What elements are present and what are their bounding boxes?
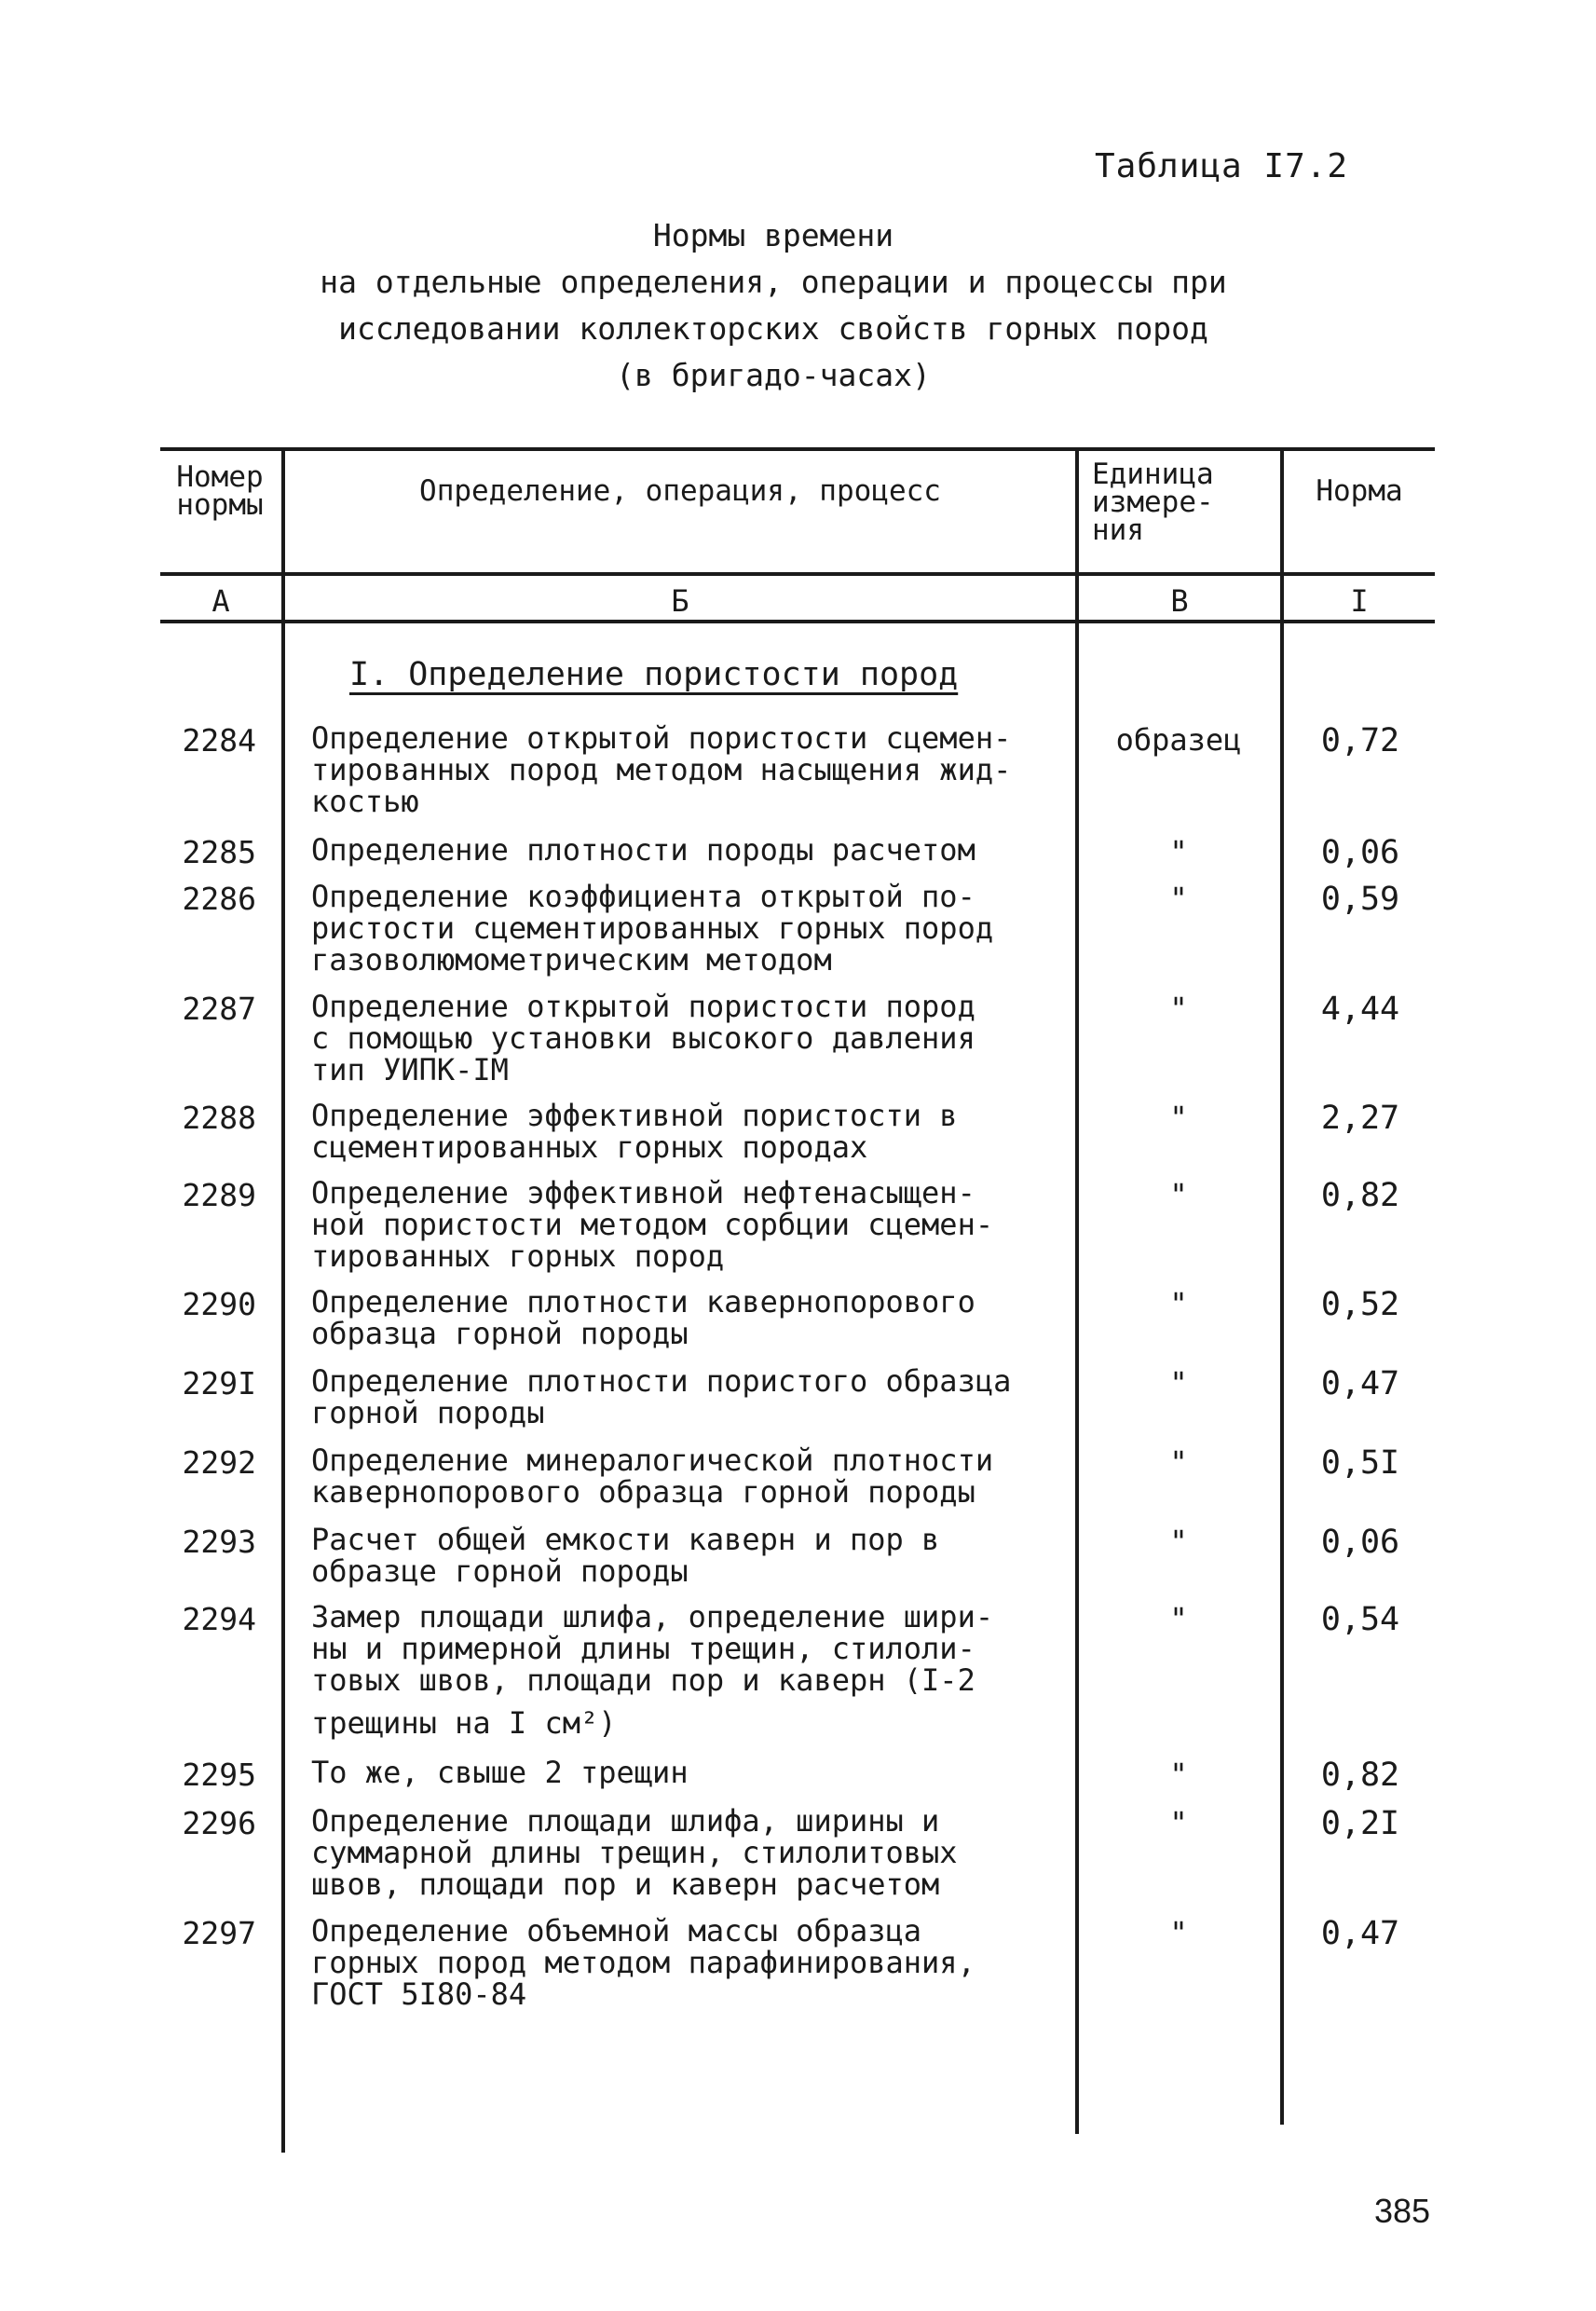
description-line: Определение эффективной пористости в bbox=[311, 1098, 958, 1133]
row-description bbox=[311, 1915, 1084, 2010]
row-description bbox=[311, 1286, 1084, 1349]
row-norm: 0,82 bbox=[1320, 1757, 1400, 1794]
row-unit: " bbox=[1169, 991, 1188, 1026]
row-norm: 0,06 bbox=[1320, 834, 1400, 871]
header-unit-line-2: измере- bbox=[1092, 485, 1214, 519]
title-line-1: Нормы времени bbox=[652, 217, 894, 253]
description-line: кавернопорового образца горной породы bbox=[311, 1474, 975, 1510]
row-description bbox=[311, 1757, 1084, 1788]
row-unit: " bbox=[1169, 881, 1188, 916]
row-norm: 4,44 bbox=[1320, 991, 1400, 1028]
row-norm: 0,82 bbox=[1320, 1177, 1400, 1214]
column-divider-1 bbox=[281, 451, 285, 2153]
column-letter-one: I bbox=[1350, 583, 1369, 619]
description-line: ны и примерной длины трещин, стилоли- bbox=[311, 1631, 975, 1666]
row-unit: " bbox=[1169, 1757, 1188, 1792]
row-number: 2294 bbox=[182, 1601, 256, 1637]
header-bottom-rule bbox=[160, 572, 1435, 576]
row-norm: 0,2I bbox=[1320, 1805, 1400, 1842]
description-line: ГОСТ 5I80-84 bbox=[311, 1976, 527, 2012]
row-description bbox=[311, 1177, 1084, 1272]
title-line-3: исследовании коллекторских свойств горных пород bbox=[338, 310, 1208, 347]
row-unit: " bbox=[1169, 1805, 1188, 1840]
description-line: То же, свыше 2 трещин bbox=[311, 1755, 689, 1790]
row-number: 2285 bbox=[182, 834, 256, 870]
description-line: Определение плотности кавернопорового bbox=[311, 1284, 975, 1320]
row-description bbox=[311, 881, 1084, 976]
description-line: тированных горных пород bbox=[311, 1238, 725, 1274]
row-unit: " bbox=[1169, 1177, 1188, 1212]
row-description bbox=[311, 834, 1084, 866]
row-description bbox=[311, 1524, 1084, 1587]
row-unit: " bbox=[1169, 1524, 1188, 1559]
row-number: 2287 bbox=[182, 991, 256, 1027]
row-number: 2290 bbox=[182, 1286, 256, 1322]
row-norm: 0,54 bbox=[1320, 1601, 1400, 1638]
row-description bbox=[311, 1805, 1084, 1900]
header-norm: Норма bbox=[1316, 474, 1403, 508]
description-line: Определение плотности породы расчетом bbox=[311, 832, 975, 868]
table-title bbox=[233, 212, 1314, 399]
description-line: Определение открытой пористости сцемен- bbox=[311, 720, 1012, 756]
description-line: газоволюмометрическим методом bbox=[311, 942, 832, 978]
row-norm: 0,47 bbox=[1320, 1365, 1400, 1402]
row-unit: " bbox=[1169, 834, 1188, 869]
row-number: 2284 bbox=[182, 722, 256, 759]
row-number: 2292 bbox=[182, 1444, 256, 1481]
header-unit bbox=[1079, 458, 1280, 547]
section-title: I. Определение пористости пород bbox=[349, 656, 959, 693]
row-unit: " bbox=[1169, 1365, 1188, 1401]
column-letter-b: Б bbox=[671, 583, 689, 619]
description-line: Расчет общей емкости каверн и пор в bbox=[311, 1522, 940, 1557]
description-line: тированных пород методом насыщения жид- bbox=[311, 752, 1012, 787]
description-line: Определение плотности пористого образца bbox=[311, 1363, 1012, 1399]
row-description bbox=[311, 1365, 1084, 1429]
row-norm: 0,5I bbox=[1320, 1444, 1400, 1482]
column-divider-3 bbox=[1280, 451, 1284, 2125]
description-line: горных пород методом парафинирования, bbox=[311, 1945, 975, 1980]
header-definition: Определение, операция, процесс bbox=[419, 474, 941, 508]
row-norm: 0,06 bbox=[1320, 1524, 1400, 1561]
description-line: трещины на I см²) bbox=[311, 1705, 617, 1741]
row-norm: 0,52 bbox=[1320, 1286, 1400, 1323]
row-norm: 0,72 bbox=[1320, 722, 1400, 759]
description-line: сцементированных горных породах bbox=[311, 1129, 868, 1165]
row-unit: " bbox=[1169, 1601, 1188, 1636]
row-number: 2297 bbox=[182, 1915, 256, 1951]
row-unit: " bbox=[1169, 1444, 1188, 1480]
table-top-rule bbox=[160, 447, 1435, 451]
title-line-2: на отдельные определения, операции и процессы при bbox=[320, 264, 1227, 300]
description-line: суммарной длины трещин, стилолитовых bbox=[311, 1835, 958, 1870]
description-line: образце горной породы bbox=[311, 1553, 689, 1589]
header-number bbox=[158, 460, 281, 522]
description-line: Определение открытой пористости пород bbox=[311, 989, 975, 1024]
row-norm: 2,27 bbox=[1320, 1100, 1400, 1137]
row-unit: " bbox=[1169, 1915, 1188, 1950]
row-description bbox=[311, 991, 1084, 1086]
header-number-line-1: Номер bbox=[176, 460, 264, 494]
page-number: 385 bbox=[1374, 2192, 1431, 2230]
row-norm: 0,59 bbox=[1320, 881, 1400, 918]
row-number: 2286 bbox=[182, 881, 256, 917]
description-line: швов, площади пор и каверн расчетом bbox=[311, 1867, 940, 1902]
description-line: ристости сцементированных горных пород bbox=[311, 910, 994, 946]
row-number: 2293 bbox=[182, 1524, 256, 1560]
description-line: тип УИПК-IМ bbox=[311, 1052, 509, 1087]
row-number: 2288 bbox=[182, 1100, 256, 1136]
description-line: с помощью установки высокого давления bbox=[311, 1020, 975, 1056]
row-description bbox=[311, 722, 1084, 817]
column-letter-v: В bbox=[1170, 583, 1189, 619]
header-unit-line-3: ния bbox=[1092, 513, 1144, 547]
title-line-4: (в бригадо-часах) bbox=[616, 357, 931, 393]
header-unit-line-1: Единица bbox=[1092, 458, 1214, 491]
description-line: костью bbox=[311, 784, 419, 819]
description-line: образца горной породы bbox=[311, 1316, 689, 1351]
description-line: Определение коэффициента открытой по- bbox=[311, 879, 975, 914]
description-line: Определение площади шлифа, ширины и bbox=[311, 1803, 940, 1839]
row-number: 2295 bbox=[182, 1757, 256, 1793]
description-line: горной породы bbox=[311, 1395, 545, 1430]
row-description bbox=[311, 1444, 1084, 1508]
row-number: 2289 bbox=[182, 1177, 256, 1213]
row-description bbox=[311, 1601, 1084, 1739]
table-label: Таблица I7.2 bbox=[1095, 147, 1349, 185]
row-description bbox=[311, 1100, 1084, 1163]
row-unit: " bbox=[1169, 1286, 1188, 1321]
letters-bottom-rule bbox=[160, 620, 1435, 623]
row-number: 2296 bbox=[182, 1805, 256, 1841]
row-unit: " bbox=[1169, 1100, 1188, 1135]
description-line: Определение минералогической плотности bbox=[311, 1443, 994, 1478]
description-line: Определение объемной массы образца bbox=[311, 1913, 922, 1949]
description-line: Определение эффективной нефтенасыщен- bbox=[311, 1175, 975, 1210]
row-unit: образец bbox=[1115, 722, 1242, 758]
description-line: товых швов, площади пор и каверн (I-2 bbox=[311, 1662, 975, 1698]
header-number-line-2: нормы bbox=[176, 488, 264, 522]
row-norm: 0,47 bbox=[1320, 1915, 1400, 1952]
description-line: ной пористости методом сорбции сцемен- bbox=[311, 1207, 994, 1242]
row-number: 229I bbox=[182, 1365, 256, 1402]
column-letter-a: А bbox=[211, 583, 230, 619]
description-line: Замер площади шлифа, определение шири- bbox=[311, 1599, 994, 1634]
